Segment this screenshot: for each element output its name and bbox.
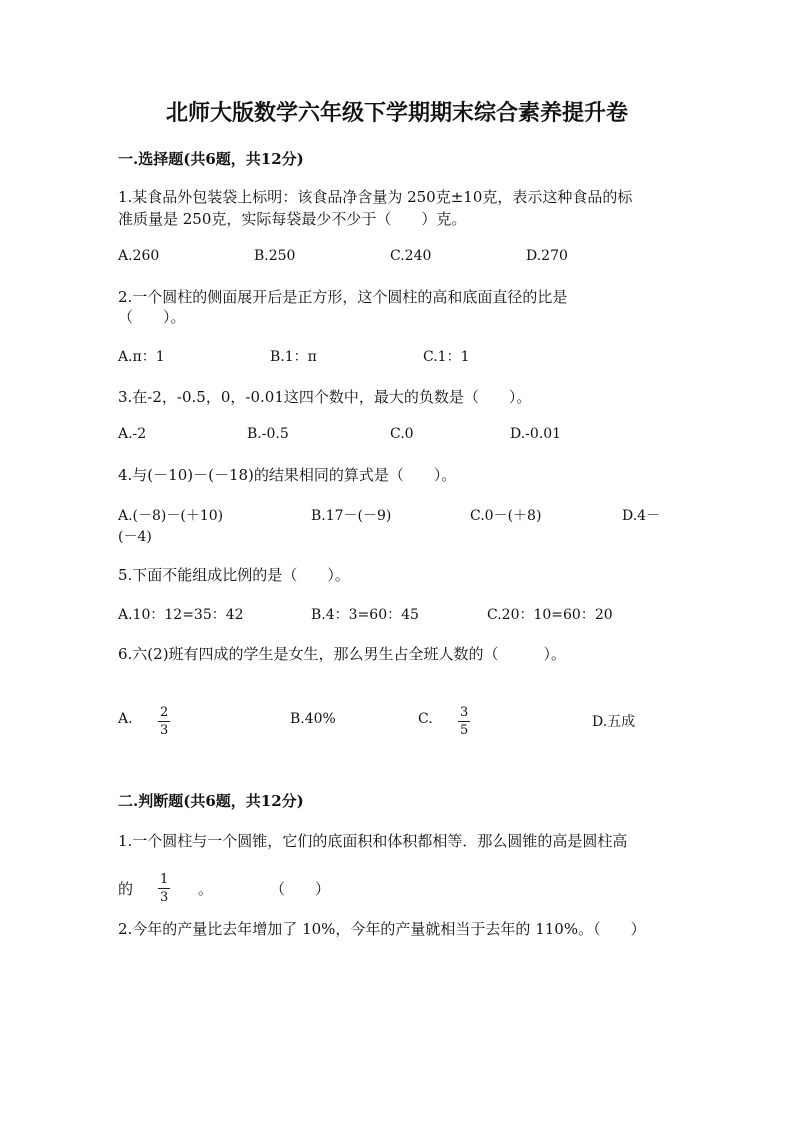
question-6-option-a-label: A. xyxy=(118,711,133,727)
section-heading-choice: 一.选择题(共6题，共12分) xyxy=(118,150,304,168)
question-2-option-b: B.1：π xyxy=(270,349,317,365)
fraction-bar xyxy=(158,721,170,722)
question-1-option-b: B.250 xyxy=(254,248,296,264)
question-2-line-2: （ ）。 xyxy=(118,308,186,326)
question-3-option-d: D.-0.01 xyxy=(510,426,562,442)
judgement-1-bracket: （ ） xyxy=(270,880,331,898)
question-5-option-c: C.20：10=60：20 xyxy=(487,607,613,623)
question-6-option-d: D.五成 xyxy=(592,714,636,730)
fraction-numerator: 3 xyxy=(460,705,469,720)
fraction-denominator: 3 xyxy=(160,890,169,905)
question-5-line-1: 5.下面不能组成比例的是（ ）。 xyxy=(118,566,350,584)
fraction-denominator: 3 xyxy=(160,723,169,738)
question-6-option-c-label: C. xyxy=(418,711,433,727)
judgement-1-fraction xyxy=(158,872,170,905)
judgement-1-suffix: 。 xyxy=(198,880,214,898)
question-4-option-d-continued: (－4) xyxy=(118,529,152,545)
fraction-bar xyxy=(458,721,470,722)
question-3-option-b: B.-0.5 xyxy=(247,426,289,442)
question-1-line-1: 1.某食品外包装袋上标明：该食品净含量为 250克±10克，表示这种食品的标 xyxy=(118,188,633,206)
question-1-option-a: A.260 xyxy=(118,248,160,264)
question-3-option-c: C.0 xyxy=(390,426,414,442)
question-4-option-d: D.4－ xyxy=(622,508,661,524)
question-2-line-1: 2.一个圆柱的侧面展开后是正方形，这个圆柱的高和底面直径的比是 xyxy=(118,288,568,306)
question-1-option-c: C.240 xyxy=(390,248,432,264)
question-5-option-a: A.10：12=35：42 xyxy=(118,607,244,623)
question-1-line-2: 准质量是 250克，实际每袋最少不少于（ ）克。 xyxy=(118,210,467,228)
question-6-option-c-fraction xyxy=(458,705,470,738)
judgement-1-line-1: 1.一个圆柱与一个圆锥，它们的底面积和体积都相等．那么圆锥的高是圆柱高 xyxy=(118,832,628,850)
question-3-option-a: A.-2 xyxy=(118,426,147,442)
page-title: 北师大版数学六年级下学期期末综合素养提升卷 xyxy=(165,100,628,126)
question-6-option-a-fraction xyxy=(158,705,170,738)
question-1-option-d: D.270 xyxy=(526,248,568,264)
question-2-option-c: C.1：1 xyxy=(423,349,470,365)
question-6-option-b: B.40% xyxy=(290,711,336,727)
question-4-option-b: B.17－(－9) xyxy=(311,508,392,524)
question-4-option-a: A.(－8)－(＋10) xyxy=(118,508,224,524)
fraction-numerator: 2 xyxy=(160,705,169,720)
judgement-2-line-1: 2.今年的产量比去年增加了 10%，今年的产量就相当于去年的 110%。（ ） xyxy=(118,920,646,938)
question-5-option-b: B.4：3=60：45 xyxy=(311,607,419,623)
question-3-line-1: 3.在-2，-0.5，0，-0.01这四个数中，最大的负数是（ ）。 xyxy=(118,388,532,406)
fraction-numerator: 1 xyxy=(160,872,169,887)
section-heading-judgement: 二.判断题(共6题，共12分) xyxy=(118,792,304,810)
judgement-1-prefix: 的 xyxy=(118,880,134,898)
fraction-bar xyxy=(158,888,170,889)
question-2-option-a: A.π：1 xyxy=(118,349,165,365)
question-6-line-1: 6.六(2)班有四成的学生是女生，那么男生占全班人数的（ ）。 xyxy=(118,645,567,663)
fraction-denominator: 5 xyxy=(460,723,469,738)
question-4-option-c: C.0－(＋8) xyxy=(470,508,542,524)
question-4-line-1: 4.与(－10)－(－18)的结果相同的算式是（ ）。 xyxy=(118,466,457,484)
